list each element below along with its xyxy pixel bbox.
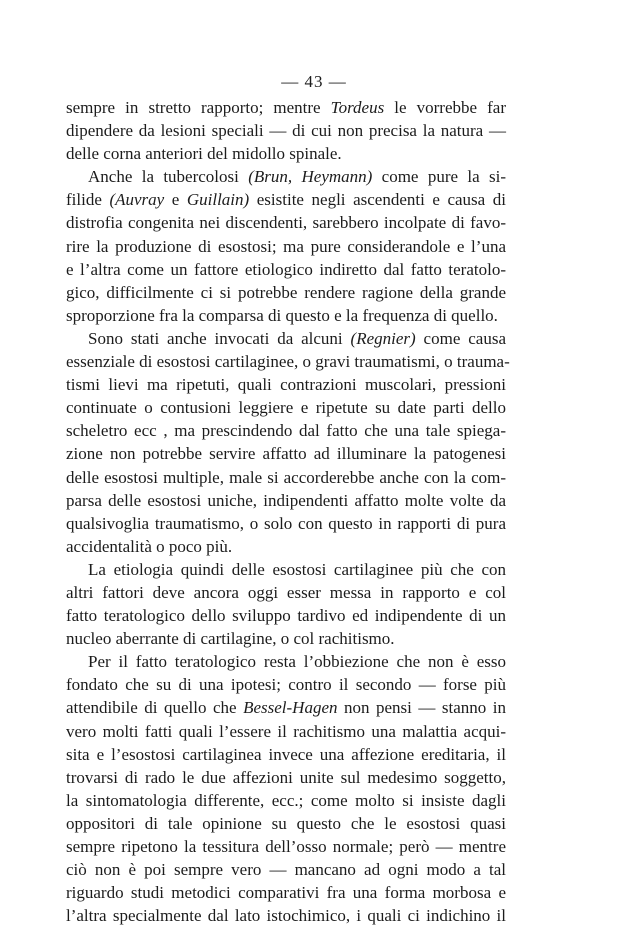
text-segment: qualsivoglia traumatismo, o solo con questo in rapporti di pura bbox=[66, 513, 506, 533]
text-segment: come causa bbox=[415, 328, 506, 348]
text-segment: esistite negli ascendenti e causa di bbox=[249, 190, 506, 210]
text-segment: sempre in stretto rapporto; mentre bbox=[66, 98, 331, 117]
text-segment: La etiologia quindi delle esostosi cartilaginee più che con bbox=[88, 559, 506, 579]
text-line bbox=[66, 350, 510, 373]
text-segment: gico, difficilmente ci si potrebbe rendere ragione della grande bbox=[66, 282, 506, 302]
text-segment: scheletro ecc , ma prescindendo dal fatto che una tale spiega- bbox=[66, 421, 506, 441]
text-segment: sita e l’esostosi cartilaginea invece una affezione ereditaria, il bbox=[66, 744, 506, 764]
italic-name: Tordeus bbox=[330, 98, 385, 117]
text-segment: Anche la tubercolosi bbox=[88, 167, 249, 187]
text-line bbox=[66, 466, 506, 489]
text-line bbox=[66, 766, 506, 789]
text-segment: trovarsi di rado le due affezioni unite sul medesimo soggetto, bbox=[66, 767, 506, 787]
text-line bbox=[66, 327, 506, 350]
text-segment: vero molti fatti quali l’essere il rachitismo una malattia acqui- bbox=[66, 721, 506, 741]
text-line bbox=[66, 142, 506, 165]
text-line bbox=[66, 604, 506, 627]
text-line bbox=[66, 235, 506, 258]
text-line bbox=[66, 696, 506, 719]
italic-name: Bessel-Hagen bbox=[243, 698, 338, 718]
text-segment: oppositori di tale opinione su questo che le esostosi quasi bbox=[66, 813, 506, 833]
text-segment: ciò non è poi sempre vero — mancano ad ogni modo a tal bbox=[66, 860, 506, 880]
text-segment: distrofia congenita nei discendenti, sarebbero incolpate di favo- bbox=[66, 213, 506, 233]
text-line bbox=[66, 812, 506, 835]
text-segment: continuate o contusioni leggiere e ripetute su date parti dello bbox=[66, 398, 506, 418]
text-segment: filide bbox=[66, 190, 110, 210]
text-segment: l’altra specialmente dal lato istochimico, i quali ci indichino il bbox=[66, 906, 506, 926]
body-text bbox=[66, 96, 510, 927]
text-segment: zione non potrebbe servire affatto ad illuminare la patogenesi bbox=[66, 444, 506, 464]
text-segment: rire la produzione di esostosi; ma pure considerandole e l’una bbox=[66, 236, 506, 256]
page-number: — 43 — bbox=[281, 72, 347, 91]
text-line bbox=[66, 281, 506, 304]
text-segment: Per il fatto teratologico resta l’obbiezione che non è esso bbox=[88, 652, 506, 672]
text-segment: altri fattori deve ancora oggi esser messa in rapporto e col bbox=[66, 582, 506, 602]
text-line bbox=[66, 188, 506, 211]
text-line bbox=[66, 627, 506, 650]
text-segment: attendibile di quello che bbox=[66, 698, 244, 718]
text-segment: e bbox=[164, 190, 187, 210]
text-line bbox=[66, 881, 506, 904]
text-line bbox=[66, 720, 506, 743]
text-segment: delle corna anteriori del midollo spinale. bbox=[66, 144, 342, 164]
text-segment: le vorrebbe far bbox=[384, 98, 506, 117]
text-line bbox=[66, 258, 506, 281]
text-segment: non pensi — stanno in bbox=[337, 698, 507, 718]
text-line bbox=[66, 96, 506, 119]
text-line bbox=[66, 858, 506, 881]
text-segment: essenziale di esostosi cartilaginee, o gravi traumatismi, o trauma- bbox=[66, 352, 510, 372]
text-line bbox=[66, 304, 506, 327]
text-segment: e l’altra come un fattore etiologico indiretto dal fatto teratolo- bbox=[66, 259, 506, 279]
text-segment: accidentalità o poco più. bbox=[66, 536, 233, 556]
text-line bbox=[66, 119, 506, 142]
text-segment: come pure la si- bbox=[372, 167, 506, 187]
italic-name: Guillain) bbox=[186, 190, 250, 210]
text-line bbox=[66, 373, 506, 396]
text-segment: Sono stati anche invocati da alcuni bbox=[88, 328, 351, 348]
text-segment: sproporzione fra la comparsa di questo e la frequenza di quello. bbox=[66, 305, 498, 325]
text-line bbox=[66, 835, 506, 858]
text-line bbox=[66, 512, 506, 535]
text-line bbox=[66, 211, 506, 234]
text-segment: tismi lievi ma ripetuti, quali contrazioni muscolari, pressioni bbox=[66, 375, 506, 395]
text-line bbox=[66, 419, 506, 442]
text-segment: delle esostosi multiple, male si accorderebbe anche con la com- bbox=[66, 467, 506, 487]
italic-name: (Auvray bbox=[109, 190, 165, 210]
text-segment: fatto teratologico dello sviluppo tardivo ed indipendente di un bbox=[66, 606, 506, 626]
text-segment: la sintomatologia differente, ecc.; come molto si insiste dagli bbox=[66, 790, 506, 810]
text-line bbox=[66, 673, 506, 696]
text-segment: parsa delle esostosi uniche, indipendenti affatto molte volte da bbox=[66, 490, 506, 510]
text-line bbox=[66, 789, 506, 812]
text-line bbox=[66, 743, 506, 766]
text-segment: nucleo aberrante di cartilagine, o col rachitismo. bbox=[66, 629, 395, 649]
text-segment: sempre ripetono la tessitura dell’osso normale; però — mentre bbox=[66, 837, 506, 856]
text-line bbox=[66, 650, 506, 673]
text-line bbox=[66, 581, 506, 604]
text-segment: dipendere da lesioni speciali — di cui non precisa la natura — bbox=[66, 121, 506, 141]
text-line bbox=[66, 165, 506, 188]
text-line bbox=[66, 904, 506, 927]
text-line bbox=[66, 396, 506, 419]
text-line bbox=[66, 535, 506, 558]
text-line bbox=[66, 558, 506, 581]
italic-name: (Brun, Heymann) bbox=[248, 167, 373, 187]
italic-name: (Regnier) bbox=[350, 328, 416, 348]
text-segment: fondato che su di una ipotesi; contro il secondo — forse più bbox=[66, 675, 506, 695]
text-line bbox=[66, 489, 506, 512]
text-segment: riguardo studi metodici comparativi fra una forma morbosa e bbox=[66, 883, 506, 903]
text-line bbox=[66, 442, 506, 465]
